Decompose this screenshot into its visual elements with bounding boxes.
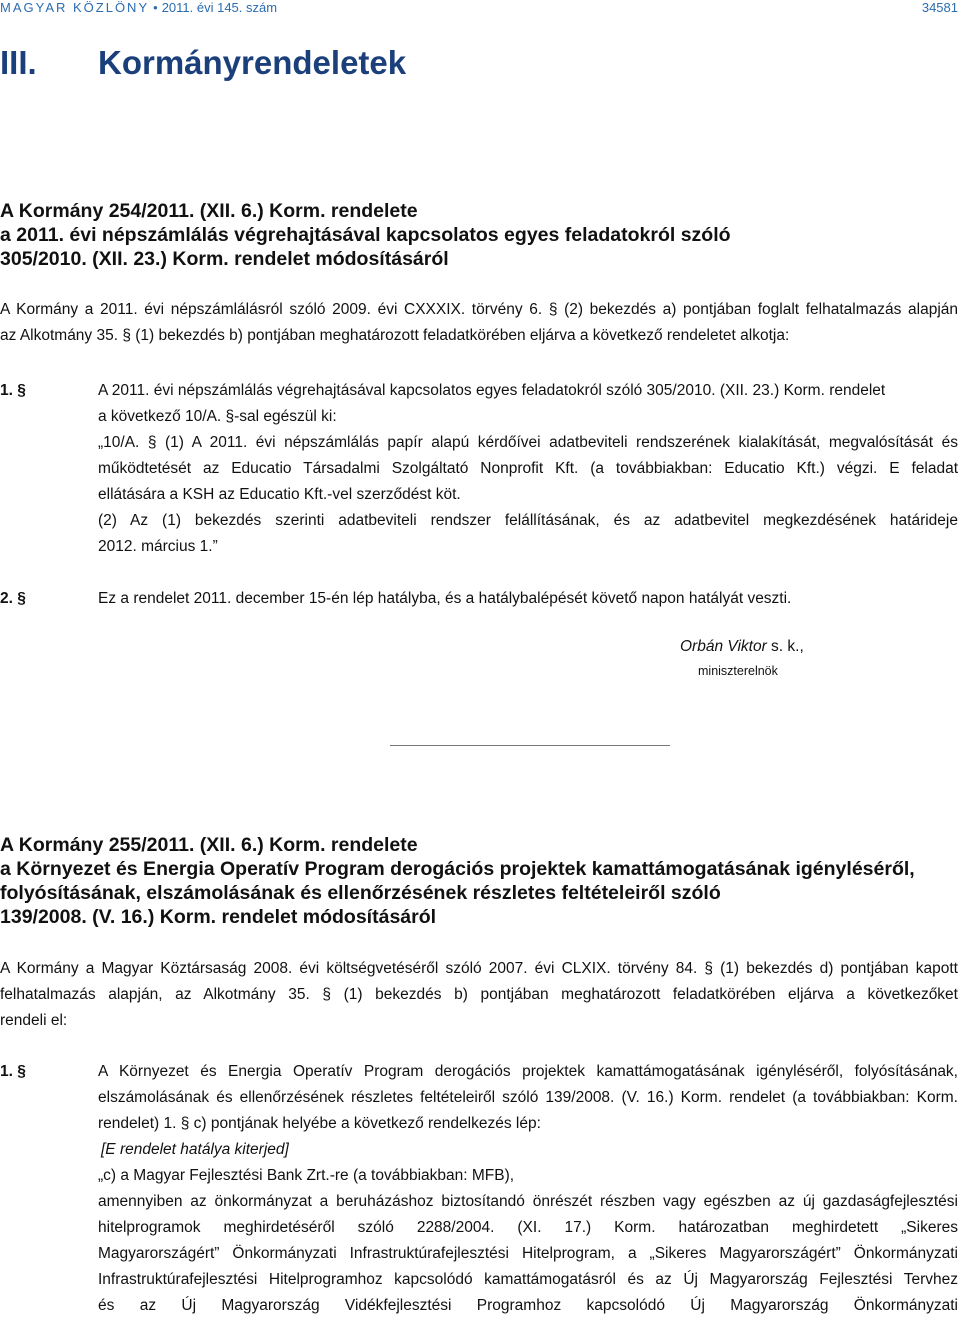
decree2-title [0, 833, 915, 929]
journal-title [0, 0, 277, 15]
decree2-preamble [0, 956, 958, 1034]
section-number: 1. § [0, 1063, 26, 1080]
decree1-section-2 [0, 586, 958, 612]
preamble-line: A Kormány a Magyar Köztársaság 2008. évi költségvetéséről szóló 2007. évi CLXIX. törvény 84. § (1) bekezdés d) pontjában kapott [0, 960, 958, 977]
header-separator: • [153, 0, 158, 15]
section-line: „10/A. § (1) A 2011. évi népszámlálás papír alapú kérdőívei adatbeviteli rendszerének kialakítását, megvalósítását és [98, 434, 958, 451]
section-body [98, 378, 958, 560]
section-line: hitelprogramok meghirdetéséről szóló 2288/2004. (XI. 17.) Korm. határozatban meghirdetett „Sikeres [98, 1219, 958, 1236]
section-line: Ez a rendelet 2011. december 15-én lép hatályba, és a hatálybalépését követő napon hatályát veszti. [98, 590, 792, 607]
section-line: Infrastruktúrafejlesztési Hitelprogramhoz kapcsolódó kamattámogatásról és az Új Magyarország Fejlesztési Tervhez [98, 1271, 958, 1288]
decree2-title-line: folyósításának, elszámolásának és ellenőrzésének részletes feltételeiről szóló [0, 882, 721, 904]
issue-label: 2011. évi 145. szám [161, 0, 278, 15]
section-body [98, 1059, 958, 1319]
section-line: A 2011. évi népszámlálás végrehajtásával kapcsolatos egyes feladatokról szóló 305/2010. (XII. 23.) Korm. rendelet [98, 382, 886, 399]
decree2-title-line: A Kormány 255/2011. (XII. 6.) Korm. rendelete [0, 834, 418, 856]
section-line: ellátására a KSH az Educatio Kft.-vel szerződést köt. [98, 486, 461, 503]
decree1-preamble [0, 297, 958, 349]
decree1-section-1 [0, 378, 958, 568]
preamble-line: A Kormány a 2011. évi népszámlálásról szóló 2009. évi CXXXIX. törvény 6. § (2) bekezdés a) pontjában foglalt felhatalmazás alapján [0, 301, 958, 318]
section-line: „c) a Magyar Fejlesztési Bank Zrt.-re (a továbbiakban: MFB), [98, 1167, 515, 1184]
signatory-role: miniszterelnök [698, 664, 778, 678]
section-line: (2) Az (1) bekezdés szerinti adatbeviteli rendszer felállításának, és az adatbevitel megkezdésének határideje [98, 512, 958, 529]
page-number: 34581 [921, 0, 958, 15]
section-divider [390, 745, 670, 746]
decree2-title-line: a Környezet és Energia Operatív Program derogációs projektek kamattámogatásának igényléséről, [0, 858, 915, 880]
section-number: 2. § [0, 590, 26, 607]
preamble-line: felhatalmazás alapján, az Alkotmány 35. § (1) bekezdés b) pontjában meghatározott feladatkörében eljárva a következőket [0, 986, 958, 1003]
signature [680, 638, 804, 656]
decree1-title-line: A Kormány 254/2011. (XII. 6.) Korm. rendelete [0, 200, 418, 222]
section-body [98, 586, 958, 612]
decree1-title-line: 305/2010. (XII. 23.) Korm. rendelet módosításáról [0, 248, 449, 270]
decree1-title-line: a 2011. évi népszámlálás végrehajtásával kapcsolatos egyes feladatokról szóló [0, 224, 731, 246]
decree2-title-line: 139/2008. (V. 16.) Korm. rendelet módosításáról [0, 906, 437, 928]
page-header [0, 0, 960, 20]
decree2-section-1 [0, 1059, 958, 1318]
section-line: a következő 10/A. §-sal egészül ki: [98, 408, 337, 425]
section-line: A Környezet és Energia Operatív Program derogációs projektek kamattámogatásának igényléséről, folyósításának, [98, 1063, 958, 1080]
chapter-number: III. [0, 44, 37, 81]
section-line: amennyiben az önkormányzat a beruházáshoz biztosítandó önrészét részben vagy egészben az új gazdaságfejlesztési [98, 1193, 958, 1210]
section-line: működtetését az Educatio Társadalmi Szolgáltató Nonprofit Kft. (a továbbiakban: Educatio Kft.) végzi. E feladat [98, 460, 958, 477]
section-number: 1. § [0, 382, 26, 399]
section-line: Magyarországért” Önkormányzati Infrastruktúrafejlesztési Hitelprogram, a „Sikeres Magyarországért” Önkormányzati [98, 1245, 958, 1262]
preamble-line: az Alkotmány 35. § (1) bekezdés b) pontjában meghatározott feladatkörében eljárva a következő rendeletet alkotja: [0, 327, 790, 344]
section-line: rendelet) 1. § c) pontjának helyébe a következő rendelkezés lép: [98, 1115, 541, 1132]
signature-suffix: s. k., [766, 638, 804, 655]
signatory-name: Orbán Viktor [680, 638, 767, 655]
section-line: és az Új Magyarország Vidékfejlesztési Programhoz kapcsolódó Új Magyarország Önkormányzati [98, 1297, 958, 1314]
section-line: 2012. március 1.” [98, 538, 218, 555]
preamble-line: rendeli el: [0, 1012, 68, 1029]
section-line: [E rendelet hatálya kiterjed] [101, 1141, 289, 1158]
decree1-title [0, 199, 731, 271]
journal-name: MAGYAR KÖZLÖNY [0, 0, 150, 15]
chapter-heading [0, 44, 406, 82]
chapter-title: Kormányrendeletek [98, 44, 407, 81]
section-line: elszámolásának és ellenőrzésének részletes feltételeiről szóló 139/2008. (V. 16.) Korm. rendelet (a továbbiakban: Korm. [98, 1089, 958, 1106]
